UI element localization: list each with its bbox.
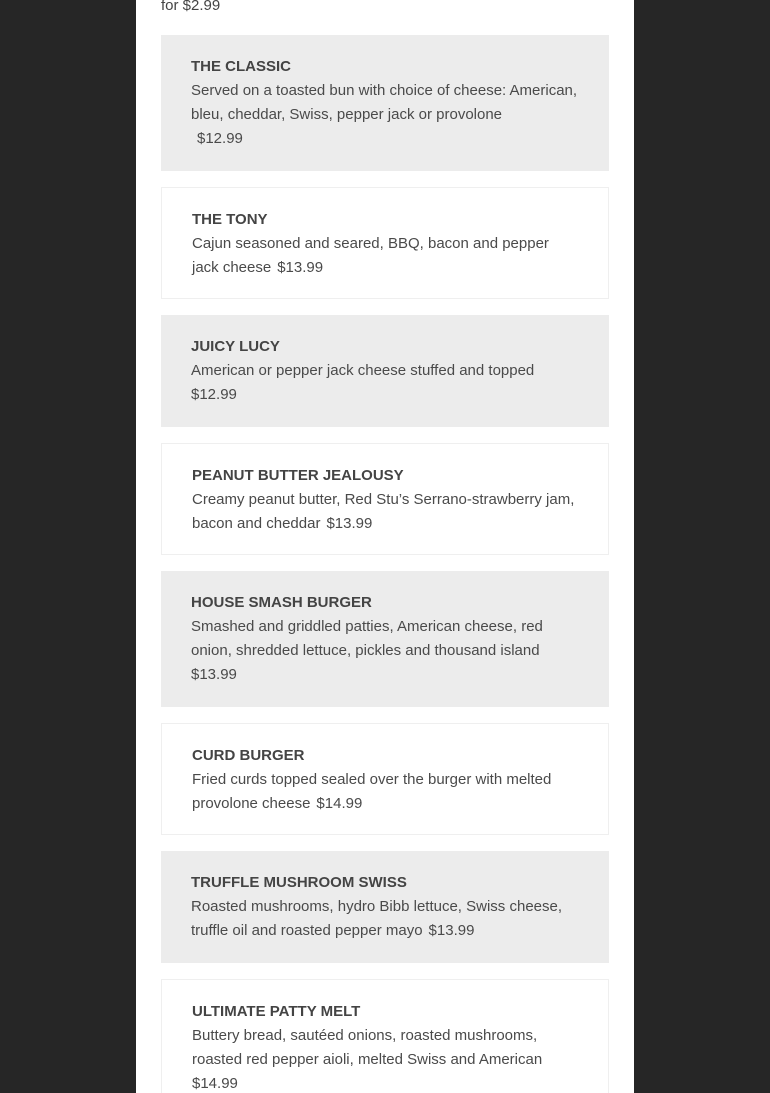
menu-item-description-text: Cajun seasoned and seared, BBQ, bacon and pepper jack cheese — [192, 235, 549, 276]
menu-item-price: $14.99 — [316, 795, 363, 812]
menu-item-description-text: Buttery bread, sautéed onions, roasted mushrooms, roasted red pepper aioli, melted Swiss and American — [192, 1027, 543, 1068]
menu-item-price: $12.99 — [191, 386, 237, 403]
menu-item-peanut-butter-jealousy — [161, 443, 609, 555]
menu-item-name: ULTIMATE PATTY MELT — [192, 1003, 361, 1020]
menu-item-description-text: American or pepper jack cheese stuffed and topped — [191, 362, 535, 379]
menu-item-description — [191, 615, 579, 687]
menu-item-description — [191, 79, 579, 151]
menu-item-name: HOUSE SMASH BURGER — [191, 594, 372, 611]
menu-item-the-tony — [161, 187, 609, 299]
menu-item-the-classic — [161, 35, 609, 171]
menu-item-name: JUICY LUCY — [191, 338, 280, 355]
menu-item-description — [192, 488, 578, 536]
menu-item-truffle-mushroom-swiss — [161, 851, 609, 963]
menu-item-name: PEANUT BUTTER JEALOUSY — [192, 467, 404, 484]
menu-item-name: CURD BURGER — [192, 747, 305, 764]
menu-item-description — [191, 359, 579, 407]
menu-item-juicy-lucy — [161, 315, 609, 427]
menu-item-name: TRUFFLE MUSHROOM SWISS — [191, 874, 407, 891]
menu-item-description-text: Creamy peanut butter, Red Stu’s Serrano-strawberry jam, bacon and cheddar — [192, 491, 575, 532]
menu-item-description-text: Smashed and griddled patties, American cheese, red onion, shredded lettuce, pickles and thousand island — [191, 618, 543, 659]
menu-item-price: $13.99 — [277, 259, 324, 276]
menu-item-ultimate-patty-melt — [161, 979, 609, 1093]
menu-item-price: $12.99 — [197, 130, 243, 147]
menu-item-description — [192, 1024, 578, 1093]
menu-item-description — [191, 895, 579, 943]
menu-item-price: $13.99 — [326, 515, 373, 532]
menu-item-name: THE CLASSIC — [191, 58, 292, 75]
menu-item-curd-burger — [161, 723, 609, 835]
menu-item-price: $13.99 — [428, 922, 475, 939]
menu-item-house-smash-burger — [161, 571, 609, 707]
menu-item-description-text: Roasted mushrooms, hydro Bibb lettuce, Swiss cheese, truffle oil and roasted pepper mayo — [191, 898, 563, 939]
menu-item-description-text: Fried curds topped sealed over the burger with melted provolone cheese — [192, 771, 552, 812]
menu-item-description — [192, 232, 578, 280]
menu-item-description — [192, 768, 578, 816]
menu-item-price: $14.99 — [192, 1075, 238, 1092]
menu-item-description-text: Served on a toasted bun with choice of cheese: American, bleu, cheddar, Swiss, pepper jack or provolone — [191, 82, 578, 123]
menu-item-name: THE TONY — [192, 211, 268, 228]
top-note: for $2.99 — [161, 0, 221, 14]
menu-item-price: $13.99 — [191, 666, 237, 683]
menu-page — [136, 0, 634, 1093]
